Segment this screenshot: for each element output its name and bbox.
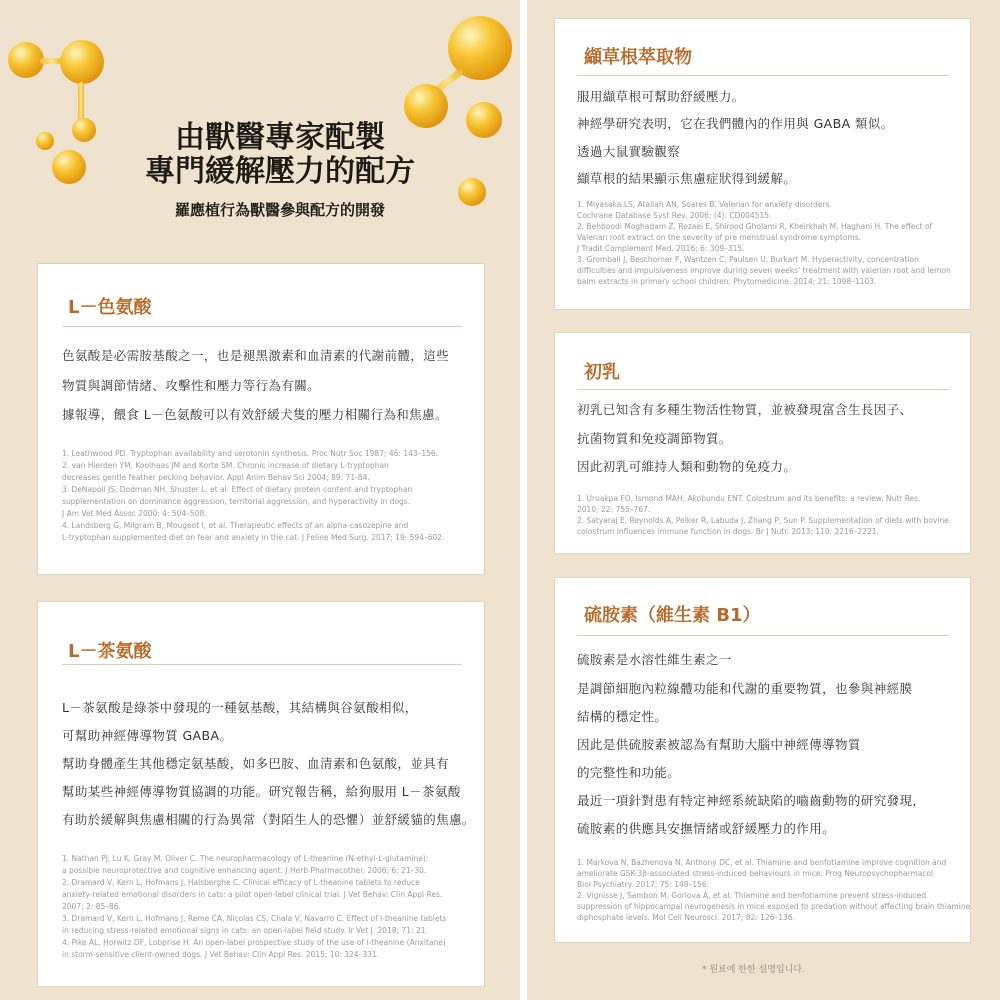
reference-text: decreases gentle feather pecking behavior. Appl Anim Behav Sci 2004; 89: 71-84. <box>62 473 370 482</box>
reference-text: 2. van Hierden YM, Koolhaas JM and Korte SM. Chronic increase of dietary L-tryptophan <box>62 461 389 470</box>
reference-text: 2. Satyaraj E, Reynolds A, Pelker R, Labuda J, Zhang P, Sun P. Supplementation of diets with bovine <box>577 516 949 525</box>
reference-text: J Am Vet Med Assoc 2000; 4: 504–508. <box>62 509 207 518</box>
reference-text: in reducing stress-related emotional signs in cats: an open-label field study. Ir Vet J. 2018; 71: 21. <box>62 926 428 935</box>
body-text: 最近一項針對患有特定神經系統缺陷的嚙齒動物的研究發現， <box>577 793 926 808</box>
reference-text: 1. Uruakpa FO, Ismond MAH, Akobundu ENT. Colostrum and its benefits: a review. Nutr Res. <box>577 494 921 503</box>
thiamine-card <box>554 577 971 943</box>
body-text: 硫胺素是水溶性維生素之一 <box>577 652 732 667</box>
hero-title-line1: 由獸醫專家配製 <box>175 120 385 155</box>
card-title: 初乳 <box>584 362 620 383</box>
divider <box>577 75 949 76</box>
footnote: * 원료에 한한 설명입니다. <box>702 965 805 975</box>
body-text: 透過大鼠實驗觀察 <box>577 144 681 159</box>
theanine-card <box>37 601 485 987</box>
gold-orb-decoration <box>60 40 104 84</box>
reference-text: anxiety-related emotional disorders in cats: a pilot open-label clinical trial. J Vet Behav: Clin Appl Res. <box>62 890 443 899</box>
reference-text: supplementation on dominance aggression, territorial aggression, and hyperactivity in dogs. <box>62 497 411 506</box>
divider <box>577 635 949 636</box>
body-text: 色氨酸是必需胺基酸之一，也是褪黑激素和血清素的代謝前體，這些 <box>62 348 450 363</box>
card-title: 硫胺素（維生素 B1） <box>584 605 761 626</box>
tryptophan-card <box>37 263 485 575</box>
valerian-card <box>554 18 971 310</box>
reference-text: Biol Psychiatry. 2017; 75: 148–156. <box>577 880 709 889</box>
reference-text: 3. Gromball J, Beschorner F, Wantzen C, Paulsen U, Burkart M. Hyperactivity, concentration <box>577 255 919 264</box>
reference-text: 2. Dramard V, Kern L, Hofmans J, Halsberghe C. Clinical efficacy of L-theanine tablets to reduce <box>62 878 420 887</box>
reference-text: balm extracts in primary school children. Phytomedicine. 2014; 21: 1098–1103. <box>577 277 877 286</box>
reference-text: 3. DeNapoli JS, Dodman NH, Shuster L, et al. Effect of dietary protein content and tryptophan <box>62 485 413 494</box>
body-text: 結構的穩定性。 <box>577 709 668 724</box>
body-text: 初乳已知含有多種生物活性物質，並被發現富含生長因子、 <box>577 402 913 417</box>
reference-text: 2010; 22: 755–767. <box>577 505 651 514</box>
body-text: 服用纈草根可幫助舒緩壓力。 <box>577 89 745 104</box>
reference-text: 4. Pike AL, Horwitz DF, Lobprise H. An open-label prospective study of the use of l-theanine (Anxitane) <box>62 938 446 947</box>
reference-text: colostrum influences immune function in dogs. Br J Nutr. 2013; 110: 2216–2221. <box>577 527 879 536</box>
reference-text: 2. Vignisse J, Sambon M, Gorlova A, et al. Thiamine and benfotiamine prevent stress-induced <box>577 891 927 900</box>
divider <box>577 389 949 390</box>
reference-text: 3. Dramard V, Kern L, Hofmans J, Reme CA, Nicolas CS, Chala V, Navarro C. Effect of l-theanine tablets <box>62 914 447 923</box>
body-text: 是調節細胞內粒線體功能和代謝的重要物質，也參與神經膜 <box>577 681 913 696</box>
body-text: 有助於緩解與焦慮相關的行為異常（對陌生人的恐懼）並舒緩貓的焦慮。 <box>62 812 475 827</box>
card-title: L－色氨酸 <box>68 297 152 318</box>
body-text: 抗菌物質和免疫調節物質。 <box>577 431 732 446</box>
body-text: 因此是供硫胺素被認為有幫助大腦中神經傳導物質 <box>577 737 861 752</box>
body-text: 的完整性和功能。 <box>577 765 681 780</box>
body-text: L－茶氨酸是綠茶中發現的一種氨基酸，其結構與谷氨酸相似， <box>62 700 418 715</box>
body-text: 神經學研究表明，它在我們體內的作用與 GABA 類似。 <box>577 116 894 131</box>
reference-text: 4. Landsberg G, Milgram B, Mougeot I, et al. Therapeutic effects of an alpha-casozepine and <box>62 521 409 530</box>
body-text: 纈草根的結果顯示焦慮症狀得到緩解。 <box>577 171 797 186</box>
colostrum-card <box>554 332 971 554</box>
body-text: 可幫助神經傳導物質 GABA。 <box>62 728 233 743</box>
reference-text: Valerian root extract on the severity of pre menstrual syndrome symptoms. <box>577 233 862 242</box>
gold-orb-decoration <box>458 178 486 206</box>
reference-text: 1. Leathwood PD. Tryptophan availability and serotonin synthesis. Proc Nutr Soc 1987; 46: 143–156. <box>62 449 439 458</box>
reference-text: 2. Behboodi Moghadam Z, Rezaei E, Shirood Gholami R, Kheirkhah M, Haghani H. The effect of <box>577 222 933 231</box>
reference-text: ameliorate GSK-3β-associated stress-induced behaviours in mice. Prog Neuropsychopharmacol <box>577 869 934 878</box>
card-title: L－茶氨酸 <box>68 641 152 662</box>
reference-text: 1. Nathan PJ, Lu K, Gray M, Oliver C. The neuropharmacology of L-theanine (N-ethyl-L-glutamine): <box>62 854 429 863</box>
reference-text: diphosphate levels. Mol Cell Neurosci. 2017; 82: 126–136. <box>577 913 795 922</box>
hero-title-line2: 專門緩解壓力的配方 <box>145 154 415 189</box>
gold-orb-decoration <box>466 102 502 138</box>
reference-text: a possible neuroprotective and cognitive enhancing agent. J Herb Pharmacother. 2006; 6: 21–30. <box>62 866 427 875</box>
body-text: 物質與調節情緒、攻擊性和壓力等行為有關。 <box>62 378 321 393</box>
right-panel <box>527 0 1000 1000</box>
reference-text: J Tradit Complement Med. 2016; 6: 309–315. <box>577 244 745 253</box>
reference-text: 1. Markova N, Bazhenova N, Anthony DC, et al. Thiamine and benfotiamine improve cognition and <box>577 858 947 867</box>
card-title: 纈草根萃取物 <box>584 47 692 68</box>
reference-text: in storm-sensitive client-owned dogs. J Vet Behav: Clin Appl Res. 2015; 10: 324–331. <box>62 950 379 959</box>
reference-text: L-tryptophan supplemented diet on fear and anxiety in the cat. J Feline Med Surg. 2017; 19: 594–602. <box>62 533 445 542</box>
gold-orb-decoration <box>72 118 96 142</box>
divider <box>62 664 462 665</box>
divider <box>62 326 462 327</box>
reference-text: Cochrane Database Syst Rev. 2006; (4): CD004515. <box>577 211 772 220</box>
reference-text: 2007; 2: 85–86. <box>62 902 121 911</box>
gold-orb-decoration <box>52 150 86 184</box>
body-text: 據報導，餵食 L－色氨酸可以有效舒緩犬隻的壓力相關行為和焦慮。 <box>62 407 448 422</box>
body-text: 幫助身體產生其他穩定氨基酸，如多巴胺、血清素和色氨酸，並具有 <box>62 756 450 771</box>
body-text: 幫助某些神經傳導物質協調的功能。研究報告稱，給狗服用 L－茶氨酸 <box>62 784 461 799</box>
body-text: 硫胺素的供應具安撫情緒或舒緩壓力的作用。 <box>577 821 836 836</box>
hero-subtitle: 羅應植行為獸醫參與配方的開發 <box>174 201 385 219</box>
reference-text: suppression of hippocampal neurogenesis in mice exposed to predation without affecting brain thiamine <box>577 902 971 911</box>
reference-text: difficulties and impulsiveness improve during seven weeks' treatment with valerian root and lemon <box>577 266 951 275</box>
gold-orb-decoration <box>8 42 44 78</box>
reference-text: 1. Miyasaka LS, Atallah AN, Soares B. Valerian for anxiety disorders. <box>577 200 832 209</box>
gold-stick-decoration <box>78 82 84 122</box>
gold-orb-decoration <box>36 132 54 150</box>
body-text: 因此初乳可維持人類和動物的免疫力。 <box>577 459 797 474</box>
